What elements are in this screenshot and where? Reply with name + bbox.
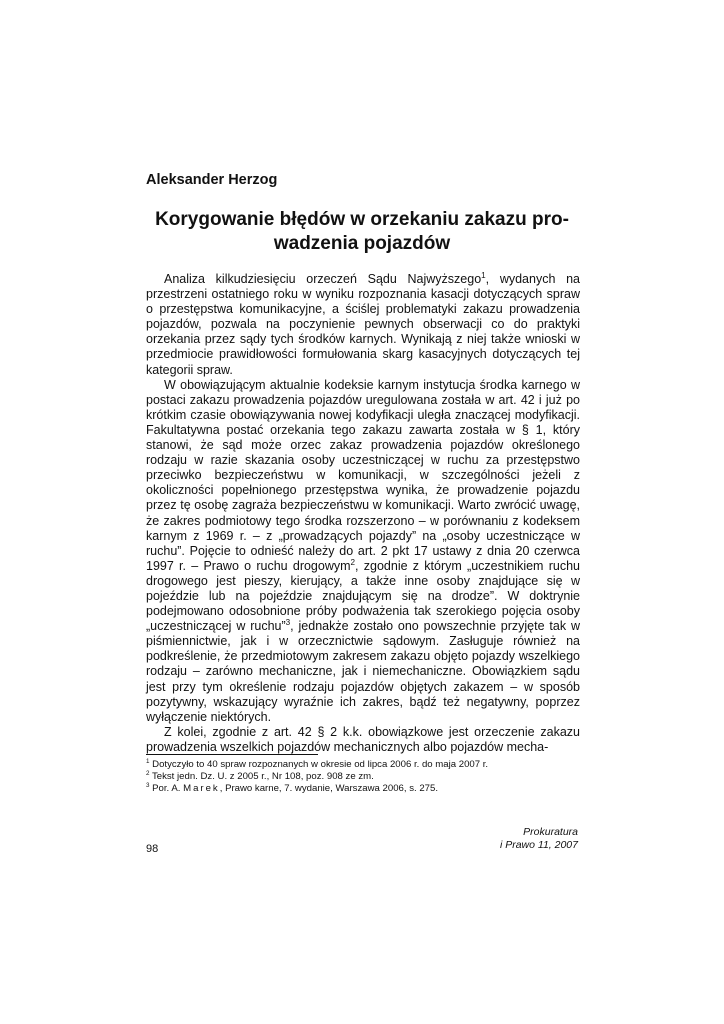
- footnote-divider: [146, 754, 318, 755]
- journal-line-2: i Prawo 11, 2007: [499, 838, 578, 851]
- paragraph-2-text-cont: , zgodnie z którym „uczestnikiem ruchu drogowego jest pieszy, kierujący, a także inne osoby znajdujące się w pojeździe lub na pojeździe znajdującym się na drodze”. W doktrynie podejmowano odosobnione próby podważenia tak szerokiego pojęcia osoby „uczestniczącej w ruchu”: [146, 558, 580, 634]
- paragraph-2-text-end: , jednakże zostało ono powszechnie przyjęte tak w piśmiennictwie, jak i w orzecznictwie sądowym. Zasługuje również na podkreślenie, że przedmiotowym zakresem zakazu objęto pojazdy wszelkiego rodzaju – zarówno mechaniczne, jak i niemechaniczne. Obowiązkiem sądu jest przy tym określenie rodzaju pojazdów objętych zakazem – w sposób pozytywny, wskazujący wyraźnie ich zakres, bądź też negatywny, poprzez wyłączenie niektórych.: [146, 619, 580, 724]
- journal-line-1: Prokuratura: [523, 826, 578, 838]
- paragraph-1-text-cont: , wydanych na przestrzeni ostatniego roku w wyniku rozpoznania kasacji dotyczących spraw o przestępstwa komunikacyjne, a ściślej problematyki zakazu prowadzenia pojazdów, pozwala na poczynienie pewnych obserwacji co do praktyki orzekania przez sądy tych środków karnych. Wynikają z niej także wnioski w przedmiocie prawidłowości formułowania skarg kasacyjnych dotyczących tej kategorii spraw.: [146, 272, 580, 377]
- paragraph-1: [146, 272, 580, 378]
- footnote-ref-2: 2: [350, 557, 356, 567]
- footnote-1-number: 1: [146, 757, 150, 765]
- footnote-3-number: 3: [146, 781, 150, 789]
- footnote-ref-3: 3: [285, 618, 291, 627]
- page-number: 98: [146, 843, 159, 855]
- footnote-1: [146, 759, 580, 771]
- journal-name: [500, 826, 578, 851]
- footnotes: [146, 759, 580, 795]
- footnote-1-text: Dotyczyło to 40 spraw rozpoznanych w okresie od lipca 2006 r. do maja 2007 r.: [149, 759, 489, 770]
- footnote-2: [146, 771, 580, 783]
- author-name: Aleksander Herzog: [146, 172, 278, 188]
- footnote-ref-1: 1: [481, 270, 486, 280]
- article-title: [146, 208, 578, 256]
- article-body: [146, 272, 580, 755]
- footnote-2-text: Tekst jedn. Dz. U. z 2005 r., Nr 108, poz. 908 ze zm.: [149, 771, 374, 782]
- paragraph-2: [146, 378, 580, 725]
- paragraph-3: Z kolei, zgodnie z art. 42 § 2 k.k. obowiązkowe jest orzeczenie zakazu prowadzenia wszelkich pojazdów mechanicznych albo pojazdów mecha-: [146, 724, 580, 754]
- footnote-3-author: Marek: [183, 783, 220, 794]
- footnote-3: [146, 783, 580, 795]
- paragraph-2-text: W obowiązującym aktualnie kodeksie karnym instytucja środka karnego w postaci zakazu prowadzenia pojazdów uregulowana została w art. 42 i już po krótkim czasie obowiązywania nowej kodyfikacji uległa znaczącej modyfikacji. Fakultatywna postać orzekania tego zakazu zawarta została w § 1, który stanowi, że sąd może orzec zakaz prowadzenia pojazdów określonego rodzaju w razie skazania osoby uczestniczącej w ruchu za przestępstwo przeciwko bezpieczeństwu w komunikacji, w szczególności jeżeli z okoliczności popełnionego przestępstwa wynika, że prowadzenie pojazdu przez tę osobę zagraża bezpieczeństwu w komunikacji. Warto zwrócić uwagę, że zakres podmiotowy tego środka rozszerzono – w porównaniu z kodeksem karnym z 1969 r. – z „prowadzących pojazdy” na „osoby uczestniczące w ruchu”. Pojęcie to odnieść należy do art. 2 pkt 17 ustawy z dnia 20 czerwca 1997 r. – Prawo o ruchu drogowym: [146, 377, 580, 573]
- footnote-3-text: Por. A.: [149, 783, 184, 794]
- paragraph-1-text: Analiza kilkudziesięciu orzeczeń Sądu Najwyższego: [164, 272, 482, 286]
- title-line-1: Korygowanie błędów w orzekaniu zakazu pro-: [155, 209, 569, 230]
- footnote-3-text-cont: , Prawo karne, 7. wydanie, Warszawa 2006, s. 275.: [219, 783, 439, 794]
- footnote-2-number: 2: [146, 769, 150, 777]
- title-line-2: wadzenia pojazdów: [273, 233, 451, 254]
